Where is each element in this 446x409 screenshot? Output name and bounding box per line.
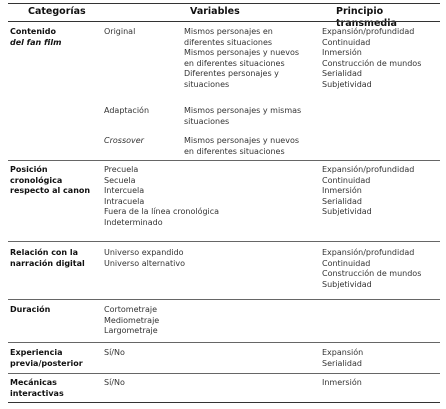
category-relacion — [10, 248, 85, 269]
subcategory-original: Original — [104, 27, 136, 36]
variable-line: Diferentes personajes y — [184, 69, 279, 78]
principio-line: Continuidad — [322, 37, 371, 47]
subcategory-line: Universo expandido — [104, 248, 184, 257]
header-variables: Variables — [190, 6, 240, 17]
subcategory-experiencia: Sí/No — [104, 348, 125, 357]
principio-line: Inmersión — [322, 186, 362, 195]
principio-line: Continuidad — [322, 258, 371, 268]
subcategory-line: Cortometraje — [104, 305, 157, 314]
principio-line: Expansión — [322, 348, 364, 357]
principios-experiencia — [322, 348, 363, 369]
section-divider — [8, 342, 440, 343]
subcategory-line: Indeterminado — [104, 217, 163, 227]
section-divider — [8, 299, 440, 300]
subcategory-crossover: Crossover — [104, 136, 144, 145]
category-line: respecto al canon — [10, 186, 91, 195]
subcategory-line: Universo alternativo — [104, 258, 185, 268]
subcategory-line: Largometraje — [104, 326, 158, 335]
subcategory-line: Mediometraje — [104, 315, 160, 325]
subcategory-line: Intracuela — [104, 196, 145, 206]
subcategories-posicion — [104, 165, 219, 228]
header-principio: Principio transmedia — [336, 6, 397, 29]
subcategory-line: Intercuela — [104, 186, 145, 195]
section-divider — [8, 241, 440, 242]
principio-line: Expansión/profundidad — [322, 248, 415, 257]
transmedia-table — [2, 0, 442, 409]
category-contenido — [10, 27, 61, 48]
subcategory-line: Fuera de la línea cronológica — [104, 207, 220, 216]
principio-line: Subjetividad — [322, 279, 372, 289]
variable-line: Mismos personajes en — [184, 27, 273, 36]
principio-line: Expansión/profundidad — [322, 165, 415, 174]
category-experiencia — [10, 348, 83, 369]
subcategory-adaptacion: Adaptación — [104, 106, 150, 115]
variables-adaptacion — [184, 106, 301, 127]
variable-line: Mismos personajes y nuevos — [184, 136, 300, 145]
category-duracion: Duración — [10, 305, 51, 314]
header-rule — [8, 21, 440, 22]
variable-line: Mismos personajes y mismas — [184, 106, 302, 115]
category-line: cronológica — [10, 175, 63, 185]
principios-posicion — [322, 165, 414, 218]
subcategories-relacion — [104, 248, 185, 269]
category-line: narración digital — [10, 258, 85, 268]
section-divider — [8, 373, 440, 374]
principios-relacion — [322, 248, 421, 290]
principio-line: Inmersión — [322, 48, 362, 57]
principios-mecanicas — [322, 378, 362, 389]
category-line: Contenido — [10, 27, 56, 36]
header-categorias: Categorías — [28, 6, 86, 17]
table-top-rule — [8, 3, 440, 4]
variables-crossover — [184, 136, 299, 157]
variable-line: en diferentes situaciones — [184, 146, 285, 156]
principio-line: Subjetividad — [322, 79, 372, 89]
principio-line: Serialidad — [322, 69, 362, 78]
principio-line: Subjetividad — [322, 207, 372, 216]
category-line: previa/posterior — [10, 358, 83, 368]
principio-line: Continuidad — [322, 175, 371, 185]
variable-line: en diferentes situaciones — [184, 58, 285, 68]
principio-line: Construcción de mundos — [322, 269, 422, 278]
principio-line: Serialidad — [322, 196, 362, 206]
variable-line: diferentes situaciones — [184, 37, 273, 47]
category-line: Experiencia — [10, 348, 63, 357]
principio-line: Serialidad — [322, 358, 362, 368]
variable-line: situaciones — [184, 116, 230, 126]
variable-line: situaciones — [184, 79, 230, 89]
table-bottom-rule — [8, 402, 440, 403]
subcategory-mecanicas: Sí/No — [104, 378, 125, 387]
category-posicion — [10, 165, 90, 197]
variable-line: Mismos personajes y nuevos — [184, 48, 300, 57]
subcategory-line: Precuela — [104, 165, 139, 174]
section-divider — [8, 160, 440, 161]
principio-line: Expansión/profundidad — [322, 27, 415, 36]
principio-line: Construcción de mundos — [322, 58, 422, 68]
subcategories-duracion — [104, 305, 159, 337]
category-line: Relación con la — [10, 248, 79, 257]
category-line: Posición — [10, 165, 48, 174]
variables-original — [184, 27, 299, 90]
principio-line: Inmersión — [322, 378, 362, 387]
principios-contenido — [322, 27, 421, 90]
category-line: Mecánicas — [10, 378, 57, 387]
category-line: interactivas — [10, 388, 64, 398]
category-line: del fan film — [10, 37, 62, 47]
subcategory-line: Secuela — [104, 175, 136, 185]
category-mecanicas — [10, 378, 64, 399]
